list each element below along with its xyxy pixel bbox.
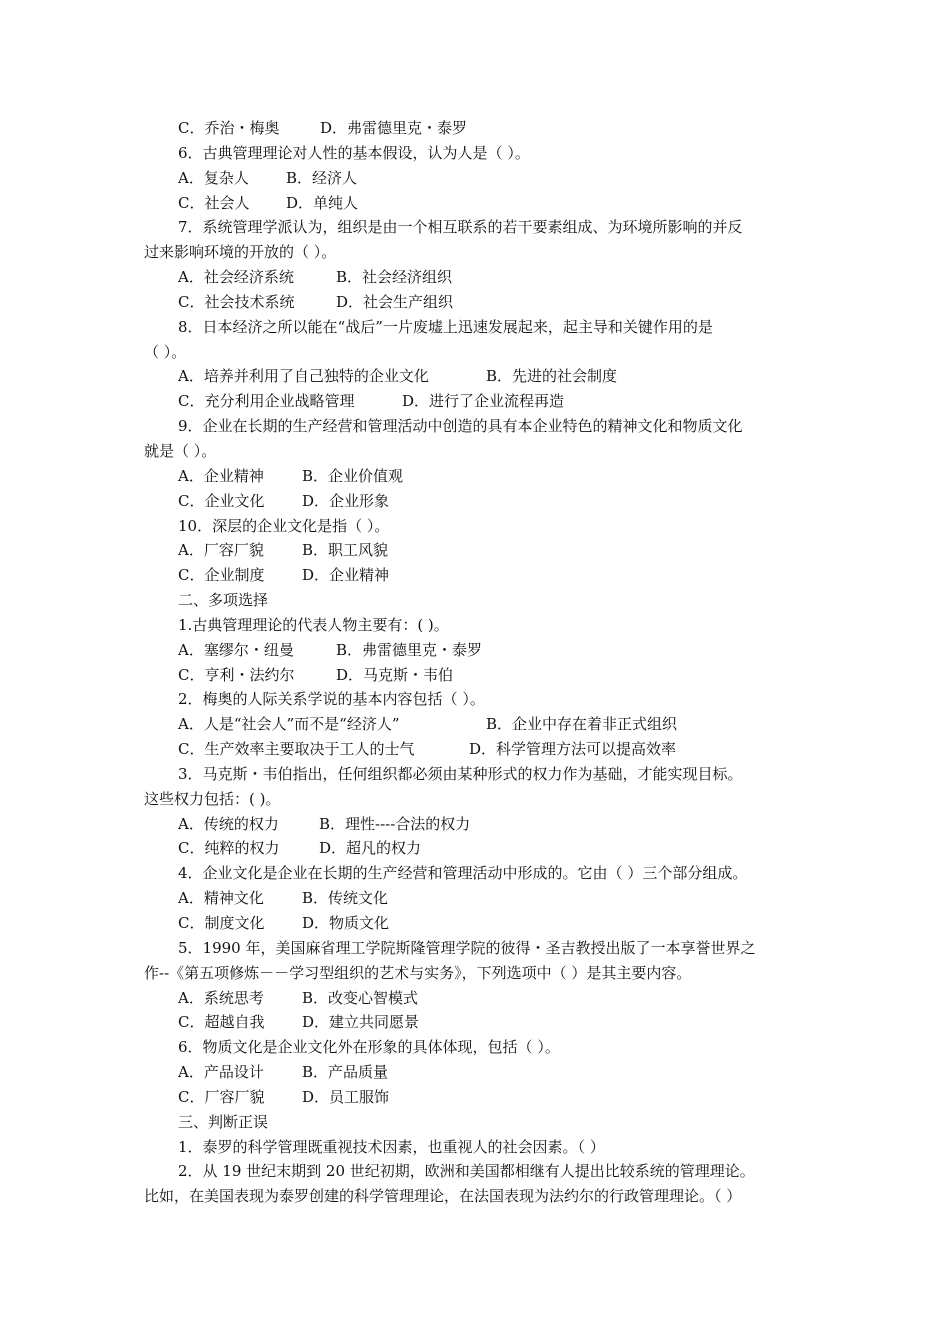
answer-option: B．职工风貌	[302, 541, 389, 560]
option-line	[144, 812, 812, 837]
option-line	[144, 116, 812, 141]
answer-option: A．企业精神	[178, 466, 264, 485]
answer-option: C．生产效率主要取决于工人的士气	[178, 740, 415, 759]
answer-option: A．塞缪尔・纽曼	[178, 640, 294, 659]
answer-option: B．传统文化	[302, 889, 389, 908]
text-line: 10．深层的企业文化是指（ ）。	[178, 516, 390, 535]
answer-option: C．社会人	[178, 193, 250, 212]
option-line	[144, 563, 812, 588]
text-line: 就是（ ）。	[144, 441, 217, 460]
answer-option: D．员工服饰	[302, 1087, 390, 1106]
option-line	[144, 911, 812, 936]
answer-option: D．单纯人	[286, 193, 359, 212]
answer-option: D．超凡的权力	[319, 839, 422, 858]
text-line: （ ）。	[144, 342, 187, 361]
answer-option: D．企业形象	[302, 491, 390, 510]
answer-option: A．厂容厂貌	[178, 541, 264, 560]
option-line	[144, 464, 812, 489]
text-line: 作--《第五项修炼－－学习型组织的艺术与实务》，下列选项中（ ）是其主要内容。	[144, 963, 692, 982]
option-line	[144, 191, 812, 216]
option-line	[144, 364, 812, 389]
text-line: 过来影响环境的开放的（ ）。	[144, 243, 337, 262]
option-line	[144, 986, 812, 1011]
answer-option: B．经济人	[286, 168, 358, 187]
answer-option: B．社会经济组织	[336, 268, 453, 287]
option-line	[144, 886, 812, 911]
answer-option: C．企业文化	[178, 491, 265, 510]
answer-option: B．企业中存在着非正式组织	[486, 715, 678, 734]
answer-option: A．产品设计	[178, 1063, 264, 1082]
text-line: 3．马克斯・韦伯指出，任何组织都必须由某种形式的权力作为基础，才能实现目标。	[178, 764, 743, 783]
answer-option: A．系统思考	[178, 988, 264, 1007]
answer-option: B．产品质量	[302, 1063, 389, 1082]
text-line: 8．日本经济之所以能在“战后”一片废墟上迅速发展起来，起主导和关键作用的是	[178, 317, 713, 336]
answer-option: B．弗雷德里克・泰罗	[336, 640, 483, 659]
option-line	[144, 1060, 812, 1085]
answer-option: A．社会经济系统	[178, 268, 294, 287]
option-line	[144, 1085, 812, 1110]
answer-option: B．企业价值观	[302, 466, 404, 485]
answer-option: C．厂容厂貌	[178, 1087, 265, 1106]
answer-option: B．先进的社会制度	[486, 367, 618, 386]
answer-option: A．复杂人	[178, 168, 249, 187]
answer-option: A．人是“社会人”而不是“经济人”	[178, 715, 400, 734]
text-line: 这些权力包括：( )。	[144, 789, 281, 808]
option-line	[144, 265, 812, 290]
answer-option: B．改变心智模式	[302, 988, 419, 1007]
answer-option: D．科学管理方法可以提高效率	[469, 740, 677, 759]
answer-option: A．精神文化	[178, 889, 264, 908]
text-line: 三、判断正误	[178, 1112, 269, 1131]
option-line	[144, 290, 812, 315]
text-line: 比如，在美国表现为泰罗创建的科学管理理论，在法国表现为法约尔的行政管理理论。（ ）	[144, 1187, 742, 1206]
answer-option: D．建立共同愿景	[302, 1013, 420, 1032]
answer-option: D．弗雷德里克・泰罗	[320, 119, 468, 137]
option-line	[144, 166, 812, 191]
text-line: 2．从 19 世纪末期到 20 世纪初期，欧洲和美国都相继有人提出比较系统的管理理论。	[178, 1162, 755, 1181]
answer-option: C．亨利・法约尔	[178, 665, 295, 684]
option-line	[144, 663, 812, 688]
text-line: 1.古典管理理论的代表人物主要有：( )。	[178, 615, 449, 634]
text-line: 5．1990 年，美国麻省理工学院斯隆管理学院的彼得・圣吉教授出版了一本享誉世界之	[178, 938, 756, 957]
option-line	[144, 737, 812, 762]
answer-option: D．进行了企业流程再造	[402, 392, 565, 411]
text-line: 6．物质文化是企业文化外在形象的具体体现，包括（ ）。	[178, 1038, 560, 1057]
option-line	[144, 638, 812, 663]
answer-option: D．企业精神	[302, 566, 390, 585]
text-line: 2．梅奥的人际关系学说的基本内容包括（ ）。	[178, 690, 485, 709]
text-line: 4．企业文化是企业在长期的生产经营和管理活动中形成的。它由（ ）三个部分组成。	[178, 864, 748, 883]
text-line: 9．企业在长期的生产经营和管理活动中创造的具有本企业特色的精神文化和物质文化	[178, 417, 743, 436]
option-line	[144, 489, 812, 514]
option-line	[144, 712, 812, 737]
answer-option: A．培养并利用了自己独特的企业文化	[178, 367, 429, 386]
text-line: 二、多项选择	[178, 591, 269, 610]
answer-option: C．社会技术系统	[178, 292, 295, 311]
option-line	[144, 389, 812, 414]
answer-option: C．充分利用企业战略管理	[178, 392, 355, 411]
answer-option: D．物质文化	[302, 914, 390, 932]
answer-option: D．社会生产组织	[336, 292, 454, 311]
answer-option: D．马克斯・韦伯	[336, 665, 454, 684]
answer-option: C．超越自我	[178, 1013, 265, 1032]
text-line: 6．古典管理理论对人性的基本假设，认为人是（ ）。	[178, 143, 530, 162]
option-line	[144, 836, 812, 861]
answer-option: C．乔治・梅奥	[178, 119, 280, 137]
answer-option: C．企业制度	[178, 566, 265, 585]
option-line	[144, 1010, 812, 1035]
text-line: 1．泰罗的科学管理既重视技术因素，也重视人的社会因素。（ ）	[178, 1137, 605, 1156]
text-line: 7．系统管理学派认为，组织是由一个相互联系的若干要素组成、为环境所影响的并反	[178, 218, 743, 237]
answer-option: A．传统的权力	[178, 814, 279, 833]
option-line	[144, 538, 812, 563]
answer-option: B．理性----合法的权力	[319, 814, 471, 833]
answer-option: C．制度文化	[178, 914, 265, 932]
answer-option: C．纯粹的权力	[178, 839, 280, 858]
